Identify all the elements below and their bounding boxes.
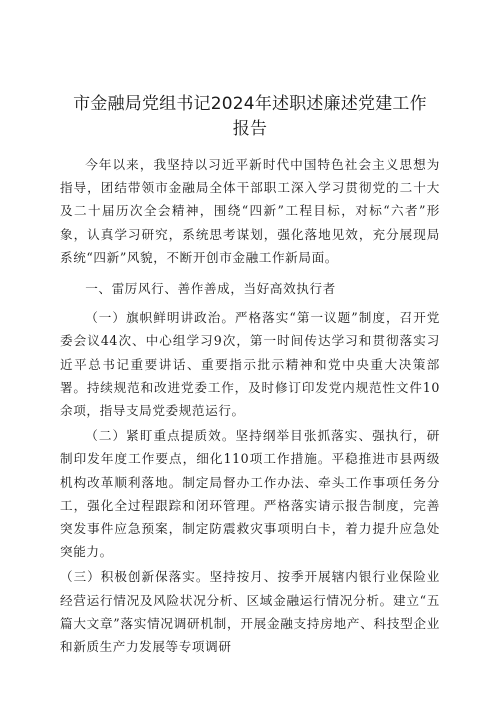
document-title xyxy=(60,0,440,142)
subsection-paragraph-2: （二）紧盯重点提质效。坚持纲举目张抓落实、强执行，研制印发年度工作要点，细化110项工作措施。平稳推进市县两级机构改革顺利落地。制定局督办工作办法、牵头工作事项任务分工，强化全过程跟踪和闭环管理。严格落实请示报告制度，完善突发事件应急预案，制定防震救灾事项明白卡，着力提升应急处突能力。 xyxy=(60,428,440,560)
title-line-2: 报告 xyxy=(232,119,268,139)
subsection-paragraph-3: （三）积极创新保落实。坚持按月、按季开展辖内银行业保险业经营运行情况及风险状况分析、区域金融运行情况分析。建立“五篇大文章”落实情况调研机制，开展金融支持房地产、科技型企业和新质生产力发展等专项调研 xyxy=(60,569,440,655)
document-body xyxy=(60,153,440,658)
subsection-paragraph-1: （一）旗帜鲜明讲政治。严格落实“第一议题”制度，召开党委会议44次、中心组学习9次，第一时间传达学习和贯彻落实习近平总书记重要讲话、重要指示批示精神和党中央重大决策部署。持续规范和改进党委工作，及时修订印发党内规范性文件10余项，指导支局党委规范运行。 xyxy=(60,310,440,419)
section-heading-1: 一、雷厉风行、善作善成，当好高效执行者 xyxy=(85,281,336,297)
title-line-1: 市金融局党组书记2024年述职述廉述党建工作 xyxy=(73,94,427,114)
intro-paragraph: 今年以来，我坚持以习近平新时代中国特色社会主义思想为指导，团结带领市金融局全体干部职工深入学习贯彻党的二十大及二十届历次全会精神，围绕“四新”工程目标，对标“六者”形象，认真学习研究，系统思考谋划，强化落地见效，充分展现局系统“四新”风貌，不断开创市金融工作新局面。 xyxy=(60,157,440,265)
